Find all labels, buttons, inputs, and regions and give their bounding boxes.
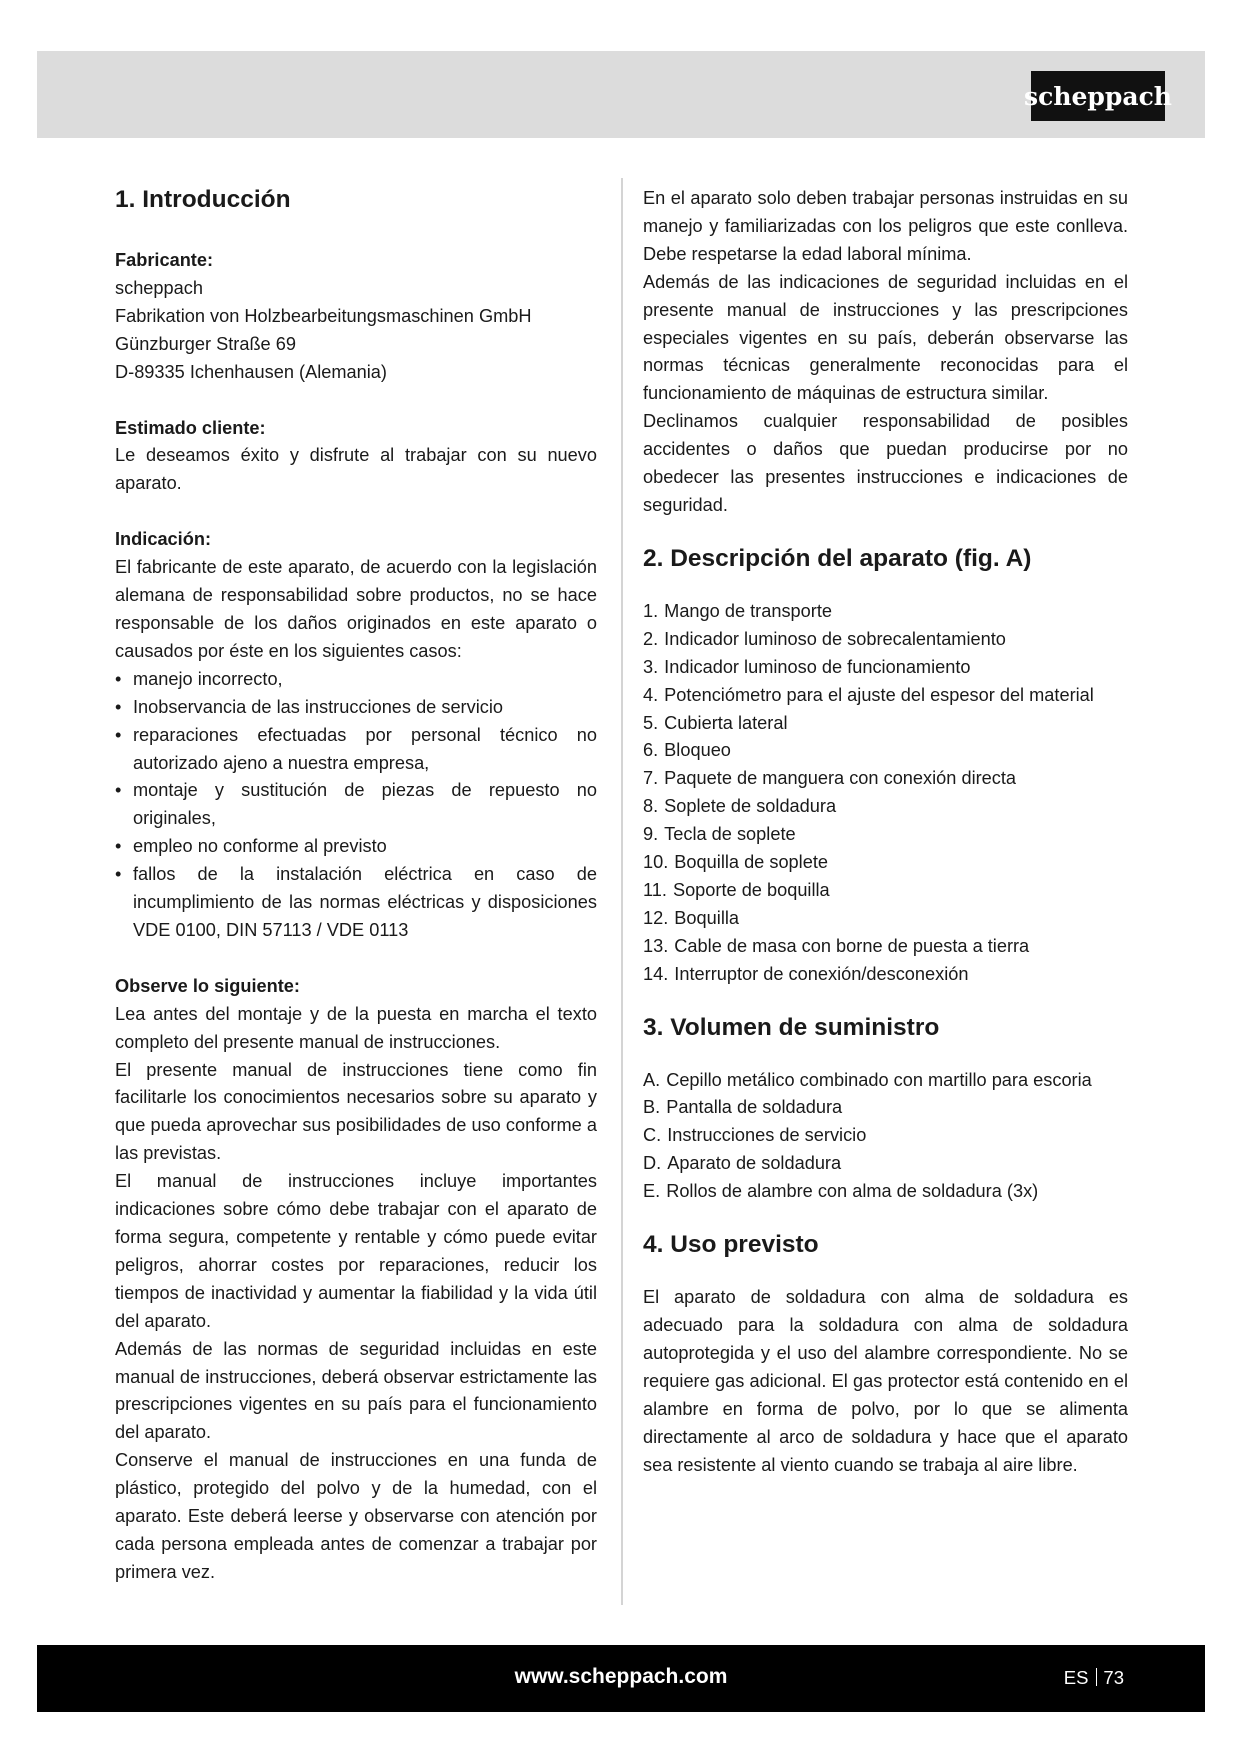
list-item: • manejo incorrecto, (115, 666, 597, 694)
supply-heading: 3. Volumen de suministro (643, 1013, 940, 1041)
footer (37, 1645, 1205, 1712)
manufacturer-line: Günzburger Straße 69 (115, 333, 296, 354)
item-number: 9. (643, 824, 659, 845)
list-item (643, 682, 1128, 710)
observe-paragraph: Conserve el manual de instrucciones en una funda de plástico, protegido del polvo y de la humedad, con el aparato. Este deberá leerse y observarse con atención por cada persona empleada antes de comenzar a trabajar por primera vez. (115, 1450, 597, 1582)
list-item (643, 933, 1128, 961)
intro-paragraph: Declinamos cualquier responsabilidad de posibles accidentes o daños que puedan producirse por no obedecer las presentes instrucciones e indicaciones de seguridad. (643, 411, 1128, 515)
list-item: • montaje y sustitución de piezas de repuesto no originales, (115, 777, 597, 833)
item-number: 10. (643, 852, 669, 873)
item-letter: B. (643, 1097, 661, 1118)
item-text: Indicador luminoso de sobrecalentamiento (664, 628, 1006, 649)
item-text: Paquete de manguera con conexión directa (664, 768, 1017, 789)
customer-text: Le deseamos éxito y disfrute al trabajar con su nuevo aparato. (115, 445, 597, 494)
item-number: 2. (643, 628, 659, 649)
item-number: 8. (643, 796, 659, 817)
list-item (643, 1067, 1128, 1095)
item-number: 13. (643, 935, 669, 956)
observe-paragraph: Además de las normas de seguridad incluidas en este manual de instrucciones, deberá observar estrictamente las prescripciones vigentes en su país para el funcionamiento del aparato. (115, 1338, 597, 1443)
item-text: Boquilla (674, 907, 740, 928)
item-text: Aparato de soldadura (667, 1153, 842, 1174)
right-column (643, 185, 1128, 1479)
cases-list (115, 666, 597, 945)
item-text: Cable de masa con borne de puesta a tierra (674, 935, 1030, 956)
list-item (643, 765, 1128, 793)
left-column (115, 185, 597, 1587)
item-letter: E. (643, 1181, 661, 1202)
item-text: Rollos de alambre con alma de soldadura (3x) (666, 1181, 1039, 1202)
intro-heading: 1. Introducción (115, 186, 291, 213)
page-number: 73 (1103, 1667, 1124, 1688)
list-item: • fallos de la instalación eléctrica en caso de incumplimiento de las normas eléctricas y disposiciones VDE 0100, DIN 57113 / VDE 0113 (115, 861, 597, 945)
item-text: Cubierta lateral (664, 712, 788, 733)
list-item (643, 737, 1128, 765)
item-text: Boquilla de soplete (674, 852, 828, 873)
language-code: ES (1063, 1667, 1089, 1688)
note-label: Indicación: (115, 529, 211, 550)
use-heading: 4. Uso previsto (643, 1231, 819, 1259)
website-url: www.scheppach.com (514, 1665, 728, 1688)
list-item: • empleo no conforme al previsto (115, 833, 597, 861)
page-indicator (1064, 1667, 1124, 1689)
supply-list (643, 1067, 1128, 1207)
use-text: El aparato de soldadura con alma de soldadura es adecuado para la soldadura con alma de soldadura autoprotegida y el uso del alambre correspondiente. No se requiere gas adicional. El gas protector está contenido en el alambre en forma de polvo, por lo que se alimenta directamente al arco de soldadura y hace que el aparato sea resistente al viento cuando se trabaja al aire libre. (643, 1287, 1128, 1475)
list-item (643, 1122, 1128, 1150)
item-number: 6. (643, 740, 659, 761)
column-divider (621, 178, 623, 1605)
item-text: Mango de transporte (664, 600, 833, 621)
item-number: 7. (643, 768, 659, 789)
item-text: Interruptor de conexión/desconexión (674, 963, 969, 984)
header-band (37, 51, 1205, 138)
list-item: • reparaciones efectuadas por personal técnico no autorizado ajeno a nuestra empresa, (115, 722, 597, 778)
note-text: El fabricante de este aparato, de acuerdo con la legislación alemana de responsabilidad sobre productos, no se hace responsable de los daños originados en este aparato o causados por éste en los siguientes casos: (115, 557, 597, 661)
observe-paragraph: El presente manual de instrucciones tiene como fin facilitarle los conocimientos necesarios sobre su aparato y que pueda aprovechar sus posibilidades de uso conforme a las previstas. (115, 1059, 597, 1164)
item-number: 1. (643, 600, 659, 621)
customer-label: Estimado cliente: (115, 417, 266, 438)
intro-paragraph: En el aparato solo deben trabajar personas instruidas en su manejo y familiarizadas con los peligros que este conlleva. Debe respetarse la edad laboral mínima. (643, 188, 1128, 264)
list-item: • Inobservancia de las instrucciones de servicio (115, 694, 597, 722)
list-item (643, 1150, 1128, 1178)
manufacturer-label: Fabricante: (115, 250, 214, 270)
item-text: Pantalla de soldadura (666, 1097, 843, 1118)
list-item (643, 654, 1128, 682)
item-number: 5. (643, 712, 659, 733)
list-item (643, 877, 1128, 905)
item-text: Soplete de soldadura (664, 796, 837, 817)
list-item (643, 821, 1128, 849)
item-number: 12. (643, 907, 669, 928)
item-letter: A. (643, 1069, 661, 1090)
observe-paragraph: Lea antes del montaje y de la puesta en marcha el texto completo del presente manual de instrucciones. (115, 1003, 597, 1052)
observe-label: Observe lo siguiente: (115, 975, 300, 996)
item-text: Cepillo metálico combinado con martillo para escoria (666, 1069, 1092, 1090)
intro-paragraph: Además de las indicaciones de seguridad incluidas en el presente manual de instrucciones y las prescripciones especiales vigentes en su país, deberán observarse las normas técnicas generalmente reconocidas para el funcionamiento de máquinas de estructura similar. (643, 271, 1128, 404)
list-item (643, 598, 1128, 626)
item-text: Soporte de boquilla (672, 879, 830, 900)
list-item (643, 710, 1128, 738)
item-text: Indicador luminoso de funcionamiento (664, 656, 971, 677)
item-number: 14. (643, 963, 669, 984)
scheppach-logo (1024, 71, 1172, 121)
logo-text: scheppach (1024, 81, 1172, 111)
item-number: 3. (643, 656, 659, 677)
manufacturer-line: D-89335 Ichenhausen (Alemania) (115, 361, 387, 382)
item-text: Bloqueo (664, 740, 731, 761)
item-text: Potenciómetro para el ajuste del espesor del material (664, 684, 1094, 705)
item-number: 4. (643, 684, 659, 705)
item-text: Tecla de soplete (664, 824, 796, 845)
list-item (643, 849, 1128, 877)
observe-paragraph: El manual de instrucciones incluye importantes indicaciones sobre cómo debe trabajar con el aparato de forma segura, competente y rentable y cómo puede evitar peligros, ahorrar costes por reparaciones, reducir los tiempos de inactividad y aumentar la fiabilidad y la vida útil del aparato. (115, 1171, 597, 1331)
manufacturer-line: Fabrikation von Holzbearbeitungsmaschinen GmbH (115, 305, 532, 326)
list-item (643, 905, 1128, 933)
item-number: 11. (643, 879, 667, 900)
item-letter: C. (643, 1125, 662, 1146)
separator (1096, 1668, 1097, 1686)
description-list (643, 598, 1128, 989)
list-item (643, 793, 1128, 821)
list-item (643, 961, 1128, 989)
list-item (643, 1178, 1128, 1206)
list-item (643, 626, 1128, 654)
description-heading: 2. Descripción del aparato (fig. A) (643, 544, 1032, 572)
manufacturer-line: scheppach (115, 277, 203, 298)
item-letter: D. (643, 1153, 662, 1174)
item-text: Instrucciones de servicio (667, 1125, 867, 1146)
list-item (643, 1094, 1128, 1122)
